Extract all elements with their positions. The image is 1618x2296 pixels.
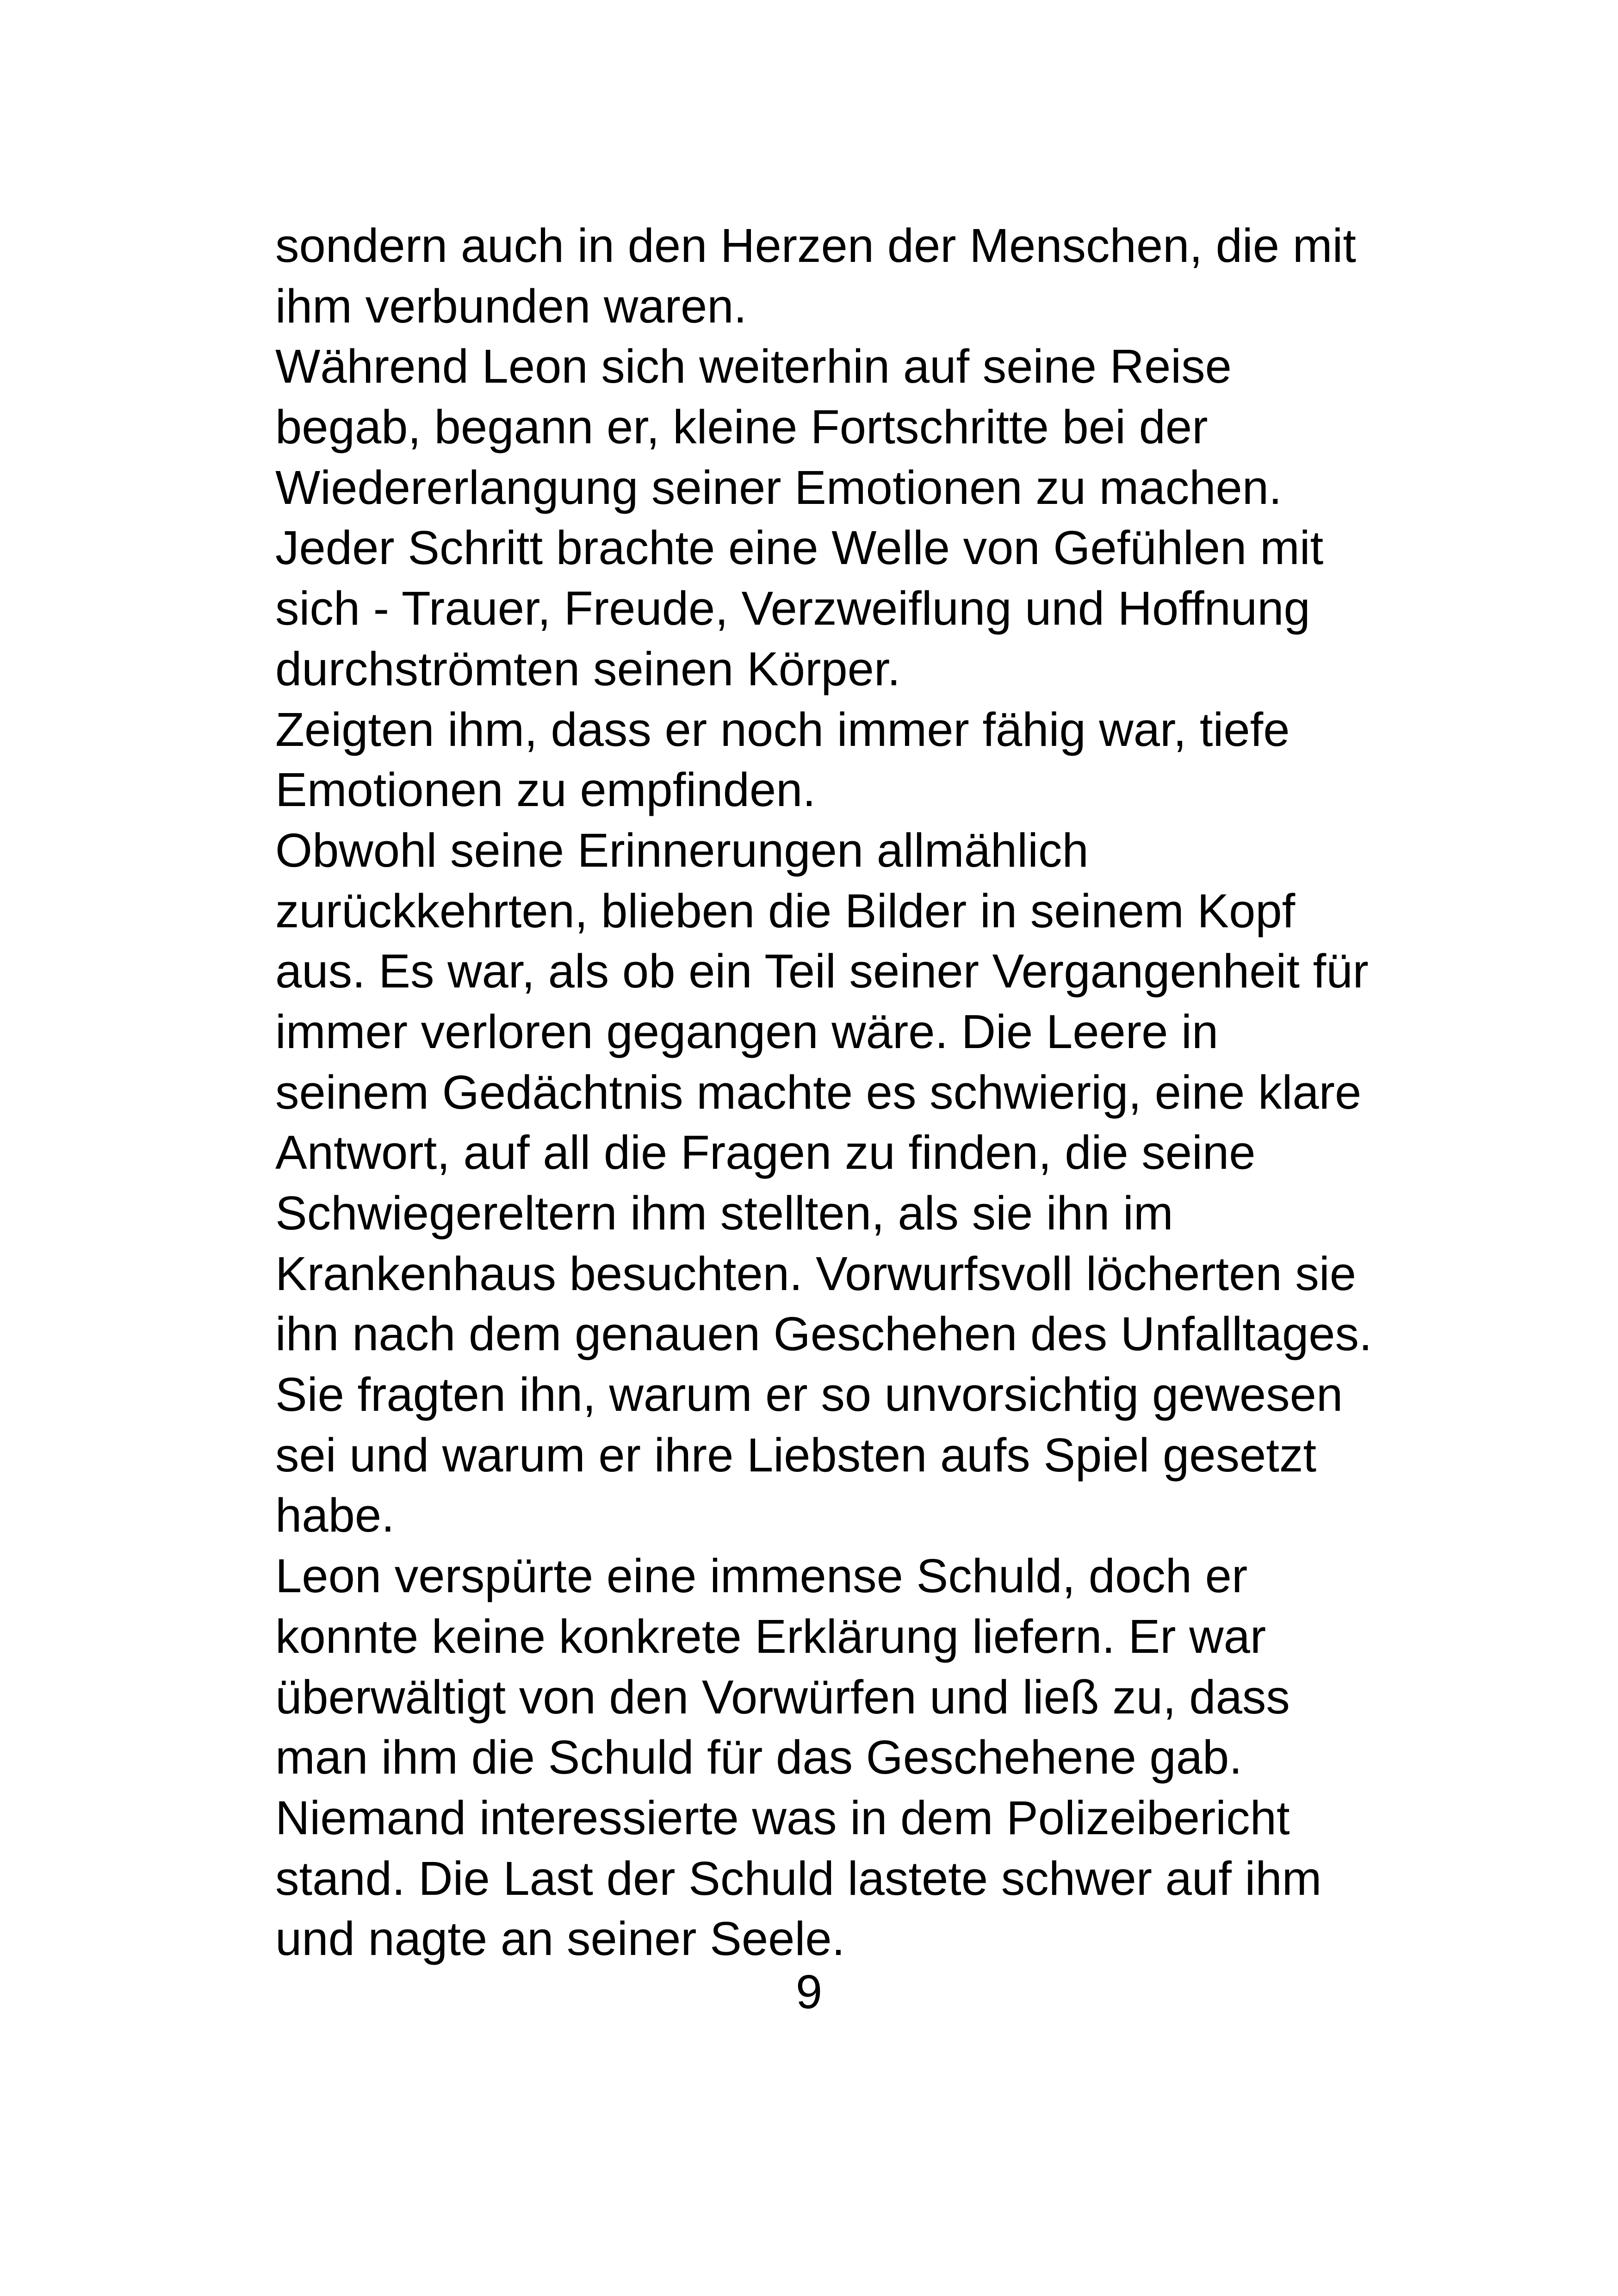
text-line: begab, begann er, kleine Fortschritte bei der <box>275 400 1208 454</box>
text-line: zurückkehrten, blieben die Bilder in seinem Kopf <box>275 884 1296 937</box>
text-line: durchströmten seinen Körper. <box>275 642 901 695</box>
text-line: Krankenhaus besuchten. Vorwurfsvoll löcherten sie <box>275 1247 1357 1300</box>
text-line: Zeigten ihm, dass er noch immer fähig war, tiefe <box>275 702 1290 756</box>
text-line: sei und warum er ihre Liebsten aufs Spiel gesetzt <box>275 1428 1317 1482</box>
page-number: 9 <box>795 1965 823 2018</box>
text-line: Emotionen zu empfinden. <box>275 763 816 817</box>
text-line: immer verloren gegangen wäre. Die Leere in <box>275 1005 1219 1058</box>
text-line: Antwort, auf all die Fragen zu finden, die seine <box>275 1126 1256 1179</box>
text-line: Schwiegereltern ihm stellten, als sie ihn im <box>275 1186 1173 1240</box>
text-line: Leon verspürte eine immense Schuld, doch er <box>275 1549 1248 1603</box>
body-text <box>275 216 1372 1969</box>
text-line: stand. Die Last der Schuld lastete schwer auf ihm <box>275 1851 1322 1905</box>
text-line: seinem Gedächtnis machte es schwierig, eine klare <box>275 1065 1362 1119</box>
text-line: aus. Es war, als ob ein Teil seiner Vergangenheit für <box>275 944 1369 998</box>
text-line: Niemand interessierte was in dem Polizeibericht <box>275 1791 1290 1844</box>
text-line: Jeder Schritt brachte eine Welle von Gefühlen mit <box>275 521 1324 575</box>
text-line: sondern auch in den Herzen der Menschen, die mit <box>275 219 1357 272</box>
text-line: und nagte an seiner Seele. <box>275 1912 845 1966</box>
text-line: Während Leon sich weiterhin auf seine Reise <box>275 340 1232 393</box>
text-line: habe. <box>275 1489 395 1542</box>
text-line: ihm verbunden waren. <box>275 279 747 333</box>
text-line: überwältigt von den Vorwürfen und ließ zu, dass <box>275 1670 1290 1724</box>
text-line: konnte keine konkrete Erklärung liefern. Er war <box>275 1609 1266 1663</box>
text-line: sich - Trauer, Freude, Verzweiflung und Hoffnung <box>275 582 1310 635</box>
text-line: ihn nach dem genauen Geschehen des Unfalltages. <box>275 1307 1372 1361</box>
text-line: Obwohl seine Erinnerungen allmählich <box>275 823 1089 877</box>
text-line: Sie fragten ihn, warum er so unvorsichtig gewesen <box>275 1368 1343 1421</box>
text-line: man ihm die Schuld für das Geschehene gab. <box>275 1731 1242 1784</box>
text-line: Wiedererlangung seiner Emotionen zu machen. <box>275 460 1282 514</box>
